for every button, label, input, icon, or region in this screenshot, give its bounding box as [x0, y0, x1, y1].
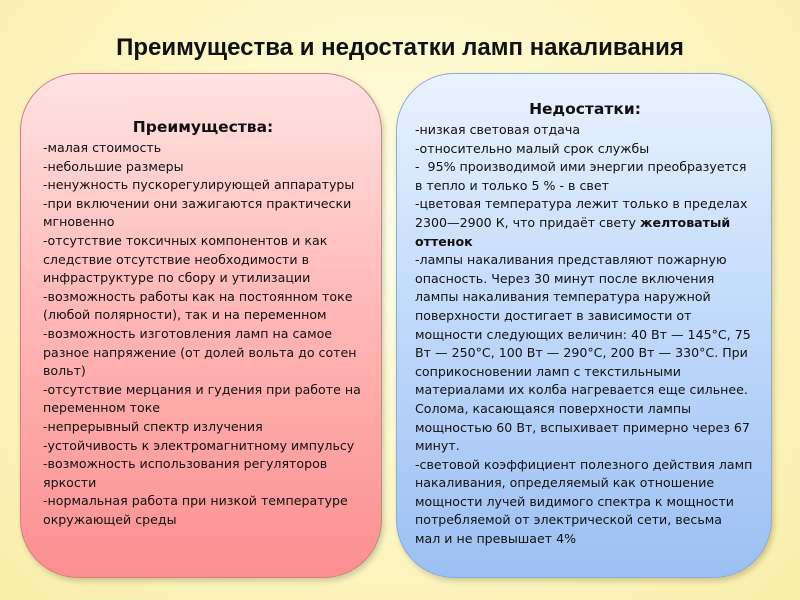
advantages-line: следствие отсутствие необходимости в	[43, 251, 309, 267]
disadvantages-heading: Недостатки:	[529, 100, 641, 118]
advantages-line: (любой полярности), так и на переменном	[43, 307, 327, 323]
disadvantages-line: потребляемой от электрической сети, весьма	[415, 512, 722, 528]
disadvantages-line: мощностью 60 Вт, вспыхивает примерно через 67	[415, 419, 750, 435]
disadvantages-line: Солома, касающаяся поверхности лампы	[415, 400, 692, 416]
advantages-line: вольт)	[43, 363, 86, 379]
disadvantages-line: соприкосновении ламп с текстильными	[415, 363, 681, 379]
advantages-panel	[20, 73, 382, 578]
disadvantages-panel	[396, 73, 772, 578]
disadvantages-line: -цветовая температура лежит только в пределах	[415, 196, 748, 212]
advantages-line: окружающей среды	[43, 511, 177, 527]
disadvantages-list	[415, 121, 755, 549]
advantages-line: -возможность изготовления ламп на самое	[43, 325, 333, 341]
advantages-heading: Преимущества:	[132, 118, 274, 136]
color-temp-text: 2300—2900 К, что придаёт свету	[415, 214, 640, 230]
advantages-line: -возможность использования регуляторов	[43, 456, 328, 472]
disadvantages-line: Вт — 250°С, 100 Вт — 290°С, 200 Вт — 330°С. При	[415, 345, 748, 361]
disadvantages-line: -лампы накаливания представляют пожарную	[415, 252, 727, 268]
advantages-line: -устойчивость к электромагнитному импульсу	[43, 437, 355, 453]
advantages-list	[43, 139, 363, 529]
advantages-line: -непрерывный спектр излучения	[43, 418, 263, 434]
disadvantages-line: мощности следующих величин: 40 Вт — 145°С, 75	[415, 326, 751, 342]
advantages-line: разное напряжение (от долей вольта до сотен	[43, 344, 357, 360]
disadvantages-line: мал и не превышает 4%	[415, 531, 577, 547]
disadvantages-line: -относительно малый срок службы	[415, 140, 650, 156]
disadvantages-line: -световой коэффициент полезного действия ламп	[415, 456, 753, 472]
disadvantages-line: опасность. Через 30 минут после включения	[415, 270, 715, 286]
advantages-line: яркости	[43, 474, 97, 490]
disadvantages-line: - 95% производимой ими энергии преобразуется	[415, 159, 747, 175]
advantages-line: -малая стоимость	[43, 140, 162, 155]
disadvantages-line	[415, 214, 755, 233]
bold-phrase: желтоватый	[639, 214, 731, 230]
advantages-line: -возможность работы как на постоянном токе	[43, 288, 353, 304]
disadvantages-line: накаливания, определяемый как отношение	[415, 475, 715, 491]
disadvantages-line: минут.	[415, 438, 460, 454]
advantages-line: -ненужность пускорегулирующей аппаратуры	[43, 177, 355, 193]
advantages-line: переменном токе	[43, 400, 161, 416]
disadvantages-line: оттенок	[415, 233, 473, 249]
advantages-line: -небольшие размеры	[43, 158, 184, 174]
disadvantages-line: лампы накаливания температура наружной	[415, 289, 711, 305]
advantages-line: -нормальная работа при низкой температуре	[43, 493, 348, 509]
advantages-line: инфраструктуре по сбору и утилизации	[43, 270, 311, 286]
advantages-line: мгновенно	[43, 214, 115, 230]
disadvantages-line: мощности лучей видимого спектра к мощности	[415, 493, 734, 509]
disadvantages-line: в тепло и только 5 % - в свет	[415, 177, 609, 193]
advantages-line: -отсутствие токсичных компонентов и как	[43, 232, 328, 248]
disadvantages-line: поверхности достигает в зависимости от	[415, 307, 692, 323]
advantages-line: -отсутствие мерцания и гудения при работе на	[43, 381, 361, 397]
disadvantages-line: материалами их колба нагревается еще сильнее.	[415, 382, 748, 398]
advantages-line: -при включении они зажигаются практически	[43, 195, 352, 211]
slide-title: Преимущества и недостатки ламп накаливания	[116, 34, 684, 61]
disadvantages-line: -низкая световая отдача	[415, 122, 581, 137]
